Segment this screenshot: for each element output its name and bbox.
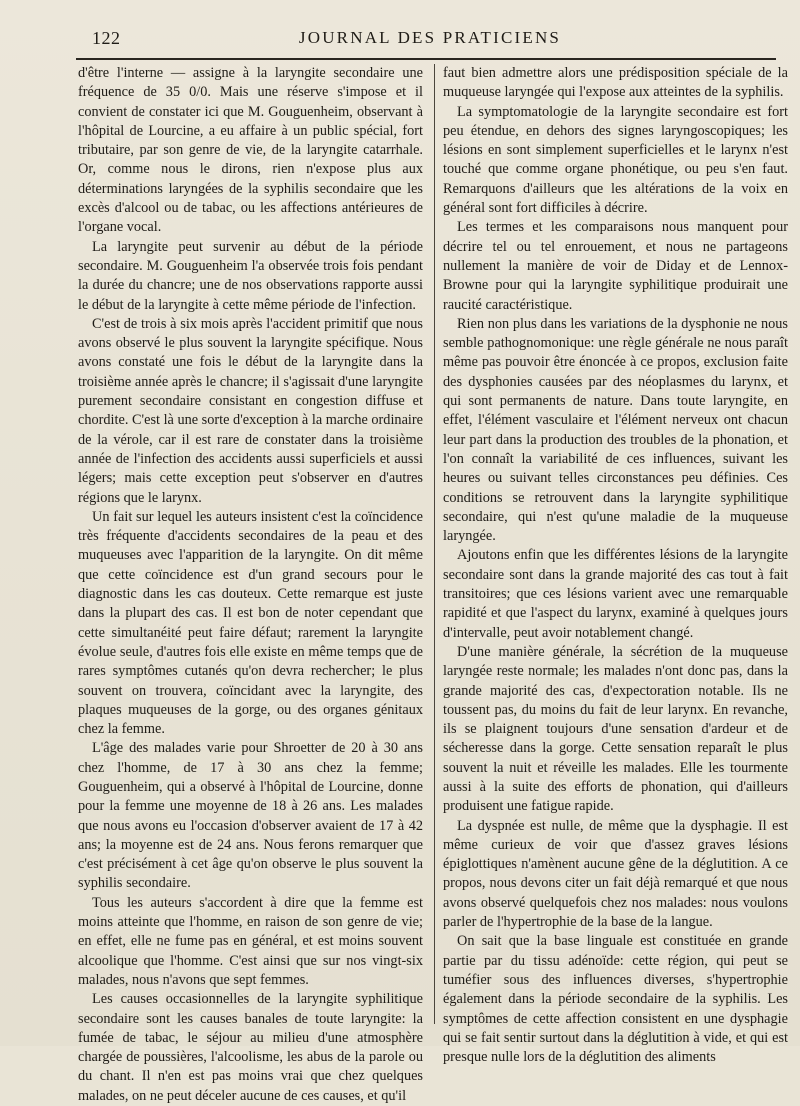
header-rule: [76, 58, 776, 60]
right-column: [443, 64, 788, 1066]
page-header: [80, 22, 780, 52]
column-divider: [434, 64, 435, 1024]
paragraph: D'une manière générale, la sécrétion de la muqueuse laryngée reste normale; les malades n'ont donc pas, dans la grande majorité des cas, d'expectoration notable. Ils ne toussent pas, du moins du fait de leur larynx. En revanche, ils se plaignent toujours d'une sensation d'ardeur et de sécheresse dans la gorge. Cette sensation reparaît le plus souvent la nuit et réveille les malades. Elle les tourmente aussi à la suite des efforts de phonation, qui d'ailleurs produisent une fatigue rapide.: [443, 643, 788, 815]
paragraph: La dyspnée est nulle, de même que la dysphagie. Il est même curieux de voir que d'assez graves lésions épiglottiques n'amènent aucune gêne de la déglutition. A ce propos, nous devons citer un fait déjà remarqué et que nous avons observé quelquefois chez nos malades: nous voulons parler de l'hypertrophie de la base de la langue.: [443, 817, 788, 931]
paragraph: Ajoutons enfin que les différentes lésions de la laryngite secondaire sont dans la grande majorité des cas tout à fait transitoires; que ces lésions varient avec une remarquable rapidité et que l'aspect du larynx, examiné à quelques jours d'intervalle, peut avoir notablement changé.: [443, 547, 788, 641]
paragraph: On sait que la base linguale est constituée en grande partie par du tissu adénoïde: cette région, qui peut se tuméfier sous des influences diverses, s'hypertrophie également dans la période secondaire de la syphilis. Les symptômes de cette affection consistent en une dysphagie qui se fait sentir surtout dans la déglutition à vide, et qui est presque nulle lors de la déglutition des aliments: [443, 933, 788, 1066]
paragraph: Les termes et les comparaisons nous manquent pour décrire tel ou tel enrouement, et nous ne partageons nullement la manière de voir de Diday et de Lennox-Browne pour qui la laryngite syphilitique produirait une raucité caractéristique.: [443, 219, 788, 313]
paragraph: La laryngite peut survenir au début de la période secondaire. M. Gouguenheim l'a observée trois fois pendant la durée du chancre; une de nos observations rapporte aussi le début de la laryngite à cette même période de l'infection.: [78, 238, 423, 313]
paragraph: Les causes occasionnelles de la laryngite syphilitique secondaire sont les causes banales de toute laryngite: la fumée de tabac, le séjour au milieu d'une atmosphère chargée de poussières, l'alcoolisme, les abus de la parole ou du chant. Il n'en est pas moins vrai que chez quelques malades, on ne peut déceler aucune de ces causes, et qu'il: [78, 991, 423, 1104]
paragraph: L'âge des malades varie pour Shroetter de 20 à 30 ans chez l'homme, de 17 à 30 ans chez la femme; Gouguenheim, qui a observé à l'hôpital de Lourcine, donne pour la femme une moyenne de 18 à 26 ans. Les malades que nous avons eu l'occasion d'observer avaient de 17 à 42 ans; la moyenne est de 24 ans. Nous ferons remarquer que c'est précisément à cet âge qu'on observe le plus souvent la syphilis secondaire.: [78, 740, 423, 892]
left-column: [78, 64, 423, 1104]
page-number: 122: [92, 28, 121, 48]
paragraph: C'est de trois à six mois après l'accident primitif que nous avons observé le plus souvent la laryngite spécifique. Nous avons constaté une fois le début de la laryngite dans la troisième année après le chancre; il s'agissait d'une laryngite purement secondaire consistant en congestion diffuse et chordite. C'est là une sorte d'exception à la marche ordinaire de la vérole, car il est rare de constater dans la troisième année de l'infection des accidents aussi superficiels et aussi légers; mais cette exception peut s'observer en d'autres régions que le larynx.: [78, 315, 423, 506]
paragraph: La symptomatologie de la laryngite secondaire est fort peu étendue, en dehors des signes laryngoscopiques; les lésions en sont simplement superficielles et le larynx n'est touché que comme organe phonétique, ou peu s'en faut. Remarquons d'ailleurs que les altérations de la voix en général sont fort difficiles à décrire.: [443, 103, 788, 217]
paragraph: Rien non plus dans les variations de la dysphonie ne nous semble pathognomonique: une règle générale ne nous paraît même pas pouvoir être énoncée à ce propos, exclusion faite des dysphonies causées par des néoplasmes du larynx, et qui sont permanents de nature. Dans toute laryngite, en effet, l'élément vasculaire et l'élément nerveux ont chacun leur part dans la production des troubles de la phonation, et l'on connaît la variabilité de ces influences, suivant les heures ou suivant telles circonstances peu définies. Ces conditions se retrouvent dans la laryngite syphilitique secondaire, qui n'est qu'une maladie de la muqueuse laryngée.: [443, 315, 788, 545]
paragraph: d'être l'interne — assigne à la laryngite secondaire une fréquence de 35 0/0. Mais une réserve s'impose et il convient de constater ici que M. Gouguenheim, observant à l'hôpital de Lourcine, a eu affaire à un public spécial, fort tributaire, par son genre de vie, de la laryngite catarrhale. Or, comme nous le dirons, rien n'expose plus aux déterminations laryngées de la syphilis secondaire que les excès d'alcool ou de tabac, ou les affections antérieures de l'organe vocal.: [78, 65, 423, 236]
paragraph: faut bien admettre alors une prédisposition spéciale de la muqueuse laryngée qui l'expose aux atteintes de la syphilis.: [443, 65, 788, 101]
journal-title: JOURNAL DES PRATICIENS: [298, 28, 562, 47]
paragraph: Un fait sur lequel les auteurs insistent c'est la coïncidence très fréquente d'accidents secondaires de la peau et des muqueuses avec l'apparition de la laryngite. On dit même que cette coïncidence est d'un grand secours pour le diagnostic dans les cas douteux. Cette remarque est juste dans la plupart des cas. Il est bon de noter cependant que cette simultanéité peut faire défaut; rarement la laryngite évolue seule, d'autres fois elle existe en même temps que de rares symptômes cutanés qu'on devra rechercher; le plus souvent on trouvera, coïncidant avec la laryngite, des plaques muqueuses de la gorge, ou des organes génitaux chez la femme.: [78, 508, 423, 738]
paragraph: Tous les auteurs s'accordent à dire que la femme est moins atteinte que l'homme, en raison de son genre de vie; en effet, elle ne fume pas en général, et est moins souvent alcoolique que l'homme. C'est ainsi que sur nos vingt-six malades, nous n'avons que sept femmes.: [78, 894, 423, 988]
